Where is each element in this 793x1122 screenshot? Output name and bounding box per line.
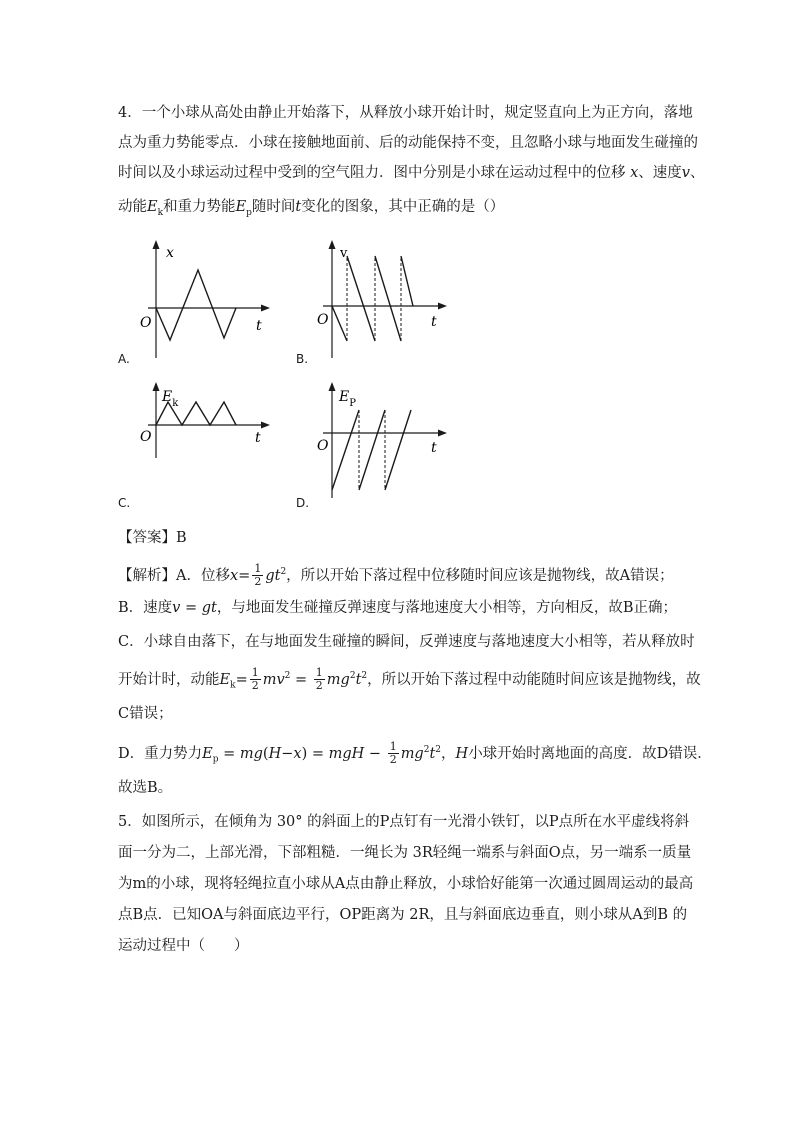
answer: 【答案】B [118, 530, 187, 546]
analysis-line-1: 【解析】A．位移x= $\frac{1}{2}$ $gt^2$，所以开始下落过程中位移随时间应该是抛物线，故A错误； [118, 562, 674, 589]
q4-line-2: 点为重力势能零点．小球在接触地面前、后的动能保持不变，且忽略小球与地面发生碰撞的 [118, 135, 698, 151]
graph-c-ylabel: $E_k$ [162, 389, 179, 409]
analysis-line-2: B．速度v = gt，与地面发生碰撞反弹速度与落地速度大小相等，方向相反，故B正确； [118, 600, 677, 616]
q5-line-4: 点B点．已知OA与斜面底边平行，OP距离为 2R，且与斜面底边垂直，则小球从A到B 的 [118, 907, 688, 923]
graph-b-ylabel: v [340, 246, 348, 261]
graph-b [313, 240, 453, 360]
graph-c-origin: O [140, 429, 152, 445]
graph-d-ylabel: $E_P$ [339, 389, 356, 409]
graph-c [138, 380, 273, 460]
option-c: C. [118, 496, 131, 510]
option-b: B. [296, 352, 309, 366]
graph-b-origin: O [317, 312, 329, 328]
graph-d-xlabel: t [431, 440, 437, 456]
option-a: A. [118, 352, 130, 366]
q4-line-4: 动能$E_k$和重力势能$E_p$随时间t变化的图象，其中正确的是（） [118, 199, 505, 218]
q5-line-5: 运动过程中（ ） [118, 938, 249, 954]
graph-d [313, 380, 453, 500]
analysis-line-7: 故选B。 [118, 780, 173, 796]
graph-a-origin: O [140, 315, 152, 331]
graph-a [138, 240, 273, 360]
analysis-line-5: C错误； [118, 706, 173, 722]
q5-line-2: 面一分为二，上部光滑，下部粗糙．一绳长为 3R轻绳一端系与斜面O点，另一端系一质量 [118, 845, 692, 861]
graph-c-xlabel: t [255, 430, 261, 446]
q4-line-1: 4．一个小球从高处由静止开始落下，从释放小球开始计时，规定竖直向上为正方向，落地 [118, 105, 693, 121]
q5-line-1: 5．如图所示，在倾角为 30° 的斜面上的P点钉有一光滑小铁钉，以P点所在水平虚线将斜 [118, 814, 690, 830]
analysis-line-6: D．重力势力$E_p = mg(H-x)$ = mgH − $\frac{1}{2}$ $mg^2t^2$，H小球开始时离地面的高度．故D错误． [118, 740, 712, 767]
graph-b-xlabel: t [431, 314, 437, 330]
analysis-line-4: 开始计时，动能$E_k=$ $\frac{1}{2}$ $mv^2$ = $\frac{1}{2}$ $mg^2t^2$，所以开始下落过程中动能随时间应该是抛物线，故 [118, 666, 701, 693]
q5-line-3: 为m的小球，现将轻绳拉直小球从A点由静止释放，小球恰好能第一次通过圆周运动的最高 [118, 876, 694, 892]
graph-a-xlabel: t [256, 318, 262, 334]
analysis-line-3: C．小球自由落下，在与地面发生碰撞的瞬间，反弹速度与落地速度大小相等，若从释放时 [118, 634, 695, 650]
option-d: D. [296, 496, 310, 510]
q4-line-3: 时间以及小球运动过程中受到的空气阻力．图中分别是小球在运动过程中的位移 x、速度v、 [118, 165, 705, 181]
graph-a-ylabel: x [166, 245, 174, 261]
graph-d-origin: O [317, 438, 329, 454]
